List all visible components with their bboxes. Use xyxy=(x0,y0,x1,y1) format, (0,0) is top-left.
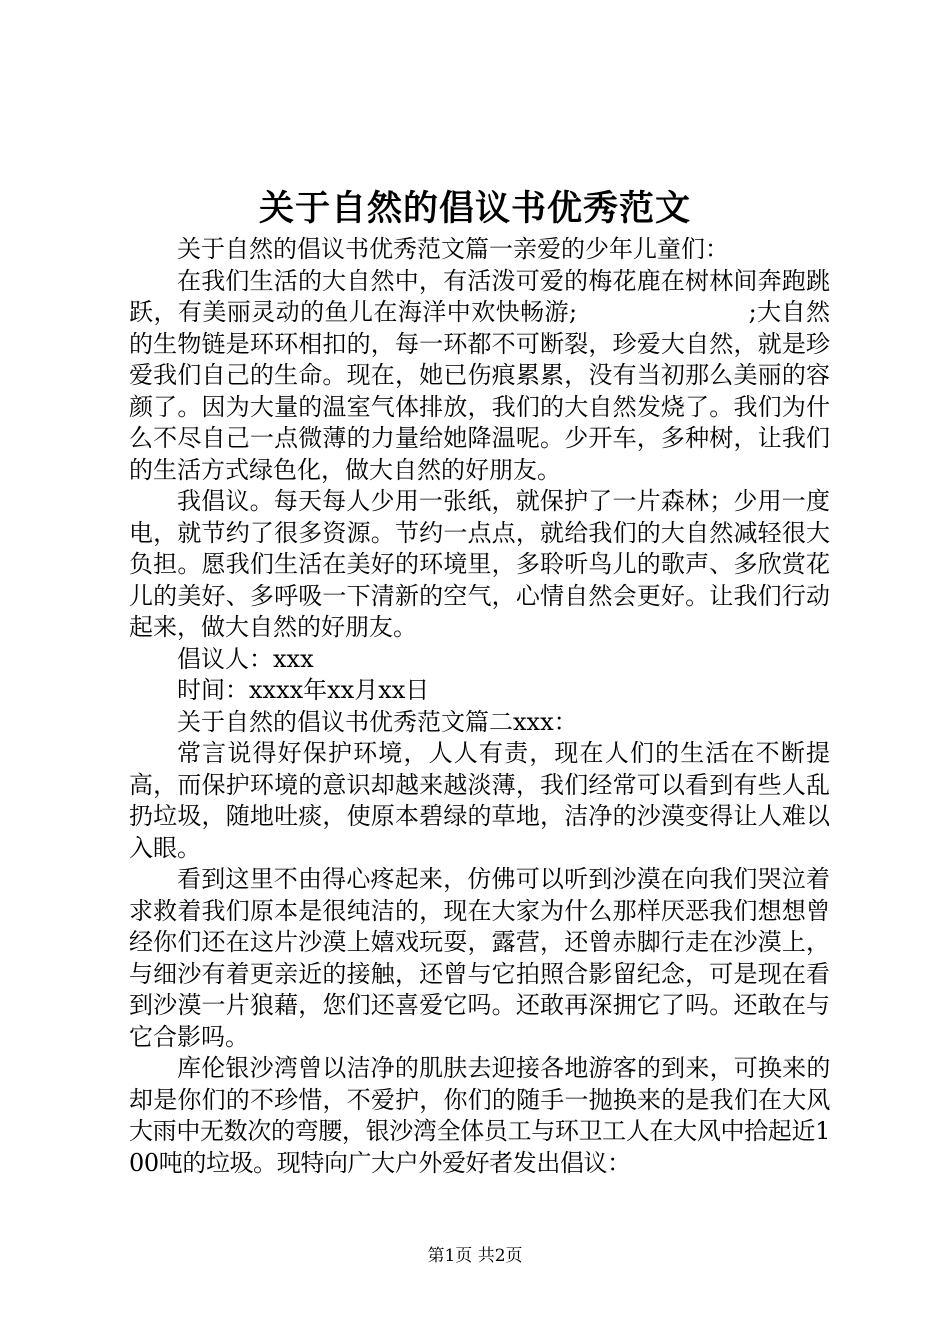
paragraph-6: 关于自然的倡议书优秀范文篇二xxx： xyxy=(177,707,578,736)
document-body xyxy=(129,234,830,1179)
paragraph-1: 关于自然的倡议书优秀范文篇一亲爱的少年儿童们： xyxy=(177,235,729,263)
page-indicator: 第1页 共2页 xyxy=(427,1246,523,1266)
proposer-line: 倡议人：xxx xyxy=(177,644,314,673)
paragraph-8: 看到这里不由得心疼起来，仿佛可以听到沙漠在向我们哭泣着求救着我们原本是很纯洁的，现在大家为什么那样厌恶我们想想曾经你们还在这片沙漠上嬉戏玩耍，露营，还曾赤脚行走在沙漠上，与细沙有着更亲近的接触，还曾与它拍照合影留纪念，可是现在看到沙漠一片狼藉，您们还喜爱它吗。还敢再深拥它了吗。还敢在与它合影吗。 xyxy=(129,865,830,1051)
paragraph-9: 库伦银沙湾曾以洁净的肌肤去迎接各地游客的到来，可换来的却是你们的不珍惜，不爱护，你们的随手一抛换来的是我们在大风大雨中无数次的弯腰，银沙湾全体员工与环卫工人在大风中拾起近100吨的垃圾。现特向广大户外爱好者发出倡议： xyxy=(129,1054,830,1177)
paragraph-7: 常言说得好保护环境，人人有责，现在人们的生活在不断提高，而保护环境的意识却越来越淡薄，我们经常可以看到有些人乱扔垃圾，随地吐痰，使原本碧绿的草地，洁净的沙漠变得让人难以入眼。 xyxy=(129,739,830,862)
paragraph-3: 我倡议。每天每人少用一张纸，就保护了一片森林；少用一度电，就节约了很多资源。节约一点点，就给我们的大自然减轻很大负担。愿我们生活在美好的环境里，多聆听鸟儿的歌声、多欣赏花儿的美好、多呼吸一下清新的空气，心情自然会更好。让我们行动起来，做大自然的好朋友。 xyxy=(129,487,830,641)
date-line: 时间：xxxx年xx月xx日 xyxy=(177,676,430,704)
paragraph-2: 在我们生活的大自然中，有活泼可爱的梅花鹿在树林间奔跑跳跃，有美丽灵动的鱼儿在海洋中欢快畅游; ;大自然的生物链是环环相扣的，每一环都不可断裂，珍爱大自然，就是珍爱我们自己的生命。现在，她已伤痕累累，没有当初那么美丽的容颜了。因为大量的温室气体排放，我们的大自然发烧了。我们为什么不尽自己一点微薄的力量给她降温呢。少开车，多种树，让我们的生活方式绿色化，做大自然的好朋友。 xyxy=(129,266,830,484)
document-title: 关于自然的倡议书优秀范文 xyxy=(258,188,691,229)
